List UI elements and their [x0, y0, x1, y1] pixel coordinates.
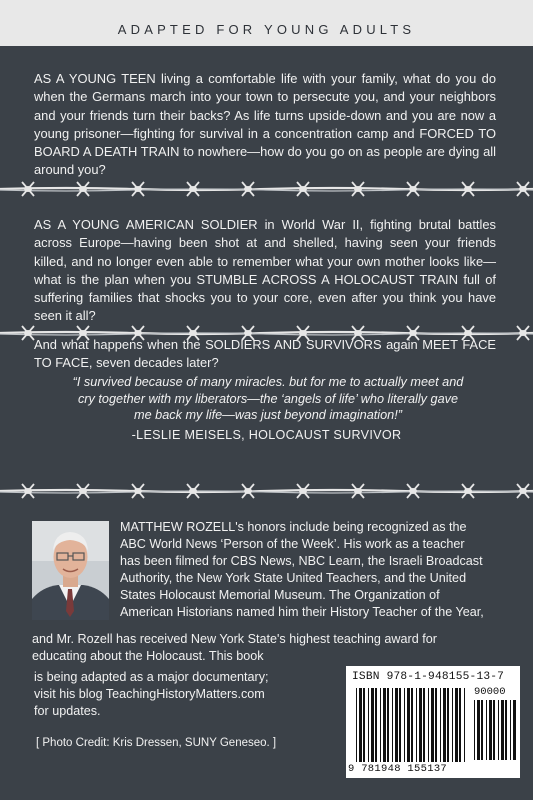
barbed-wire-divider	[0, 178, 533, 200]
bio-line: Authority, the New York State United Teachers, and the United	[120, 571, 467, 585]
bio-line: MATTHEW ROZELL's honors include being recognized as the	[120, 520, 467, 534]
bio-line: visit his blog TeachingHistoryMatters.com	[34, 687, 265, 701]
bio-line: American Historians named him their History Teacher of the Year,	[120, 605, 484, 619]
bio-line: for updates.	[34, 704, 101, 718]
bio-line: and Mr. Rozell has received New York State's highest teaching award for	[32, 632, 437, 646]
isbn-barcode	[346, 666, 520, 778]
paragraph-reunion: And what happens when the SOLDIERS AND SURVIVORS again MEET FACE TO FACE, seven decades later?	[34, 337, 496, 371]
top-banner	[0, 0, 533, 46]
bio-line: is being adapted as a major documentary;	[34, 670, 269, 684]
addon-bars	[474, 700, 516, 760]
banner-text: ADAPTED FOR YOUNG ADULTS	[117, 22, 416, 37]
survivor-quote: “I survived because of many miracles. but for me to actually meet and cry together with my liberators—the ‘angels of life’ who literally gave me back my life—was just beyond imagination!”	[72, 375, 464, 423]
bio-line: educating about the Holocaust. This book	[32, 649, 264, 663]
bio-line: States Holocaust Memorial Museum. The Organization of	[120, 588, 440, 602]
paragraph-soldier: AS A YOUNG AMERICAN SOLDIER in World War II, fighting brutal battles across Europe—having been shot at and shelled, having seen your friends killed, and no longer even able to remember what your own mother looks like—what is the plan when you STUMBLE ACROSS A HOLOCAUST TRAIN full of suffering families that shocks you to your core, even after you think you have seen it all?	[34, 217, 496, 324]
price-code: 90000	[474, 686, 506, 698]
barcode-digits: 9 781948 155137	[348, 763, 448, 775]
paragraph-teen: AS A YOUNG TEEN living a comfortable life with your family, what do you do when the Germans march into your town to persecute you, and your neighbors and your friends turn their backs? As life turns upside-down and you are now a young prisoner—fighting for survival in a concentration camp and FORCED TO BOARD A DEATH TRAIN to nowhere—how do you go on as people are dying all around you?	[34, 71, 496, 178]
bio-line: has been filmed for CBS News, NBC Learn, the Israeli Broadcast	[120, 554, 483, 568]
barbed-wire-divider	[0, 480, 533, 502]
quote-attribution: -LESLIE MEISELS, HOLOCAUST SURVIVOR	[131, 428, 402, 442]
isbn-number: ISBN 978-1-948155-13-7	[352, 671, 505, 683]
author-photo	[32, 521, 109, 620]
photo-credit: [ Photo Credit: Kris Dressen, SUNY Geneseo. ]	[36, 737, 277, 749]
main-bars	[356, 688, 468, 762]
bio-line: ABC World News ‘Person of the Week’. His work as a teacher	[120, 537, 465, 551]
